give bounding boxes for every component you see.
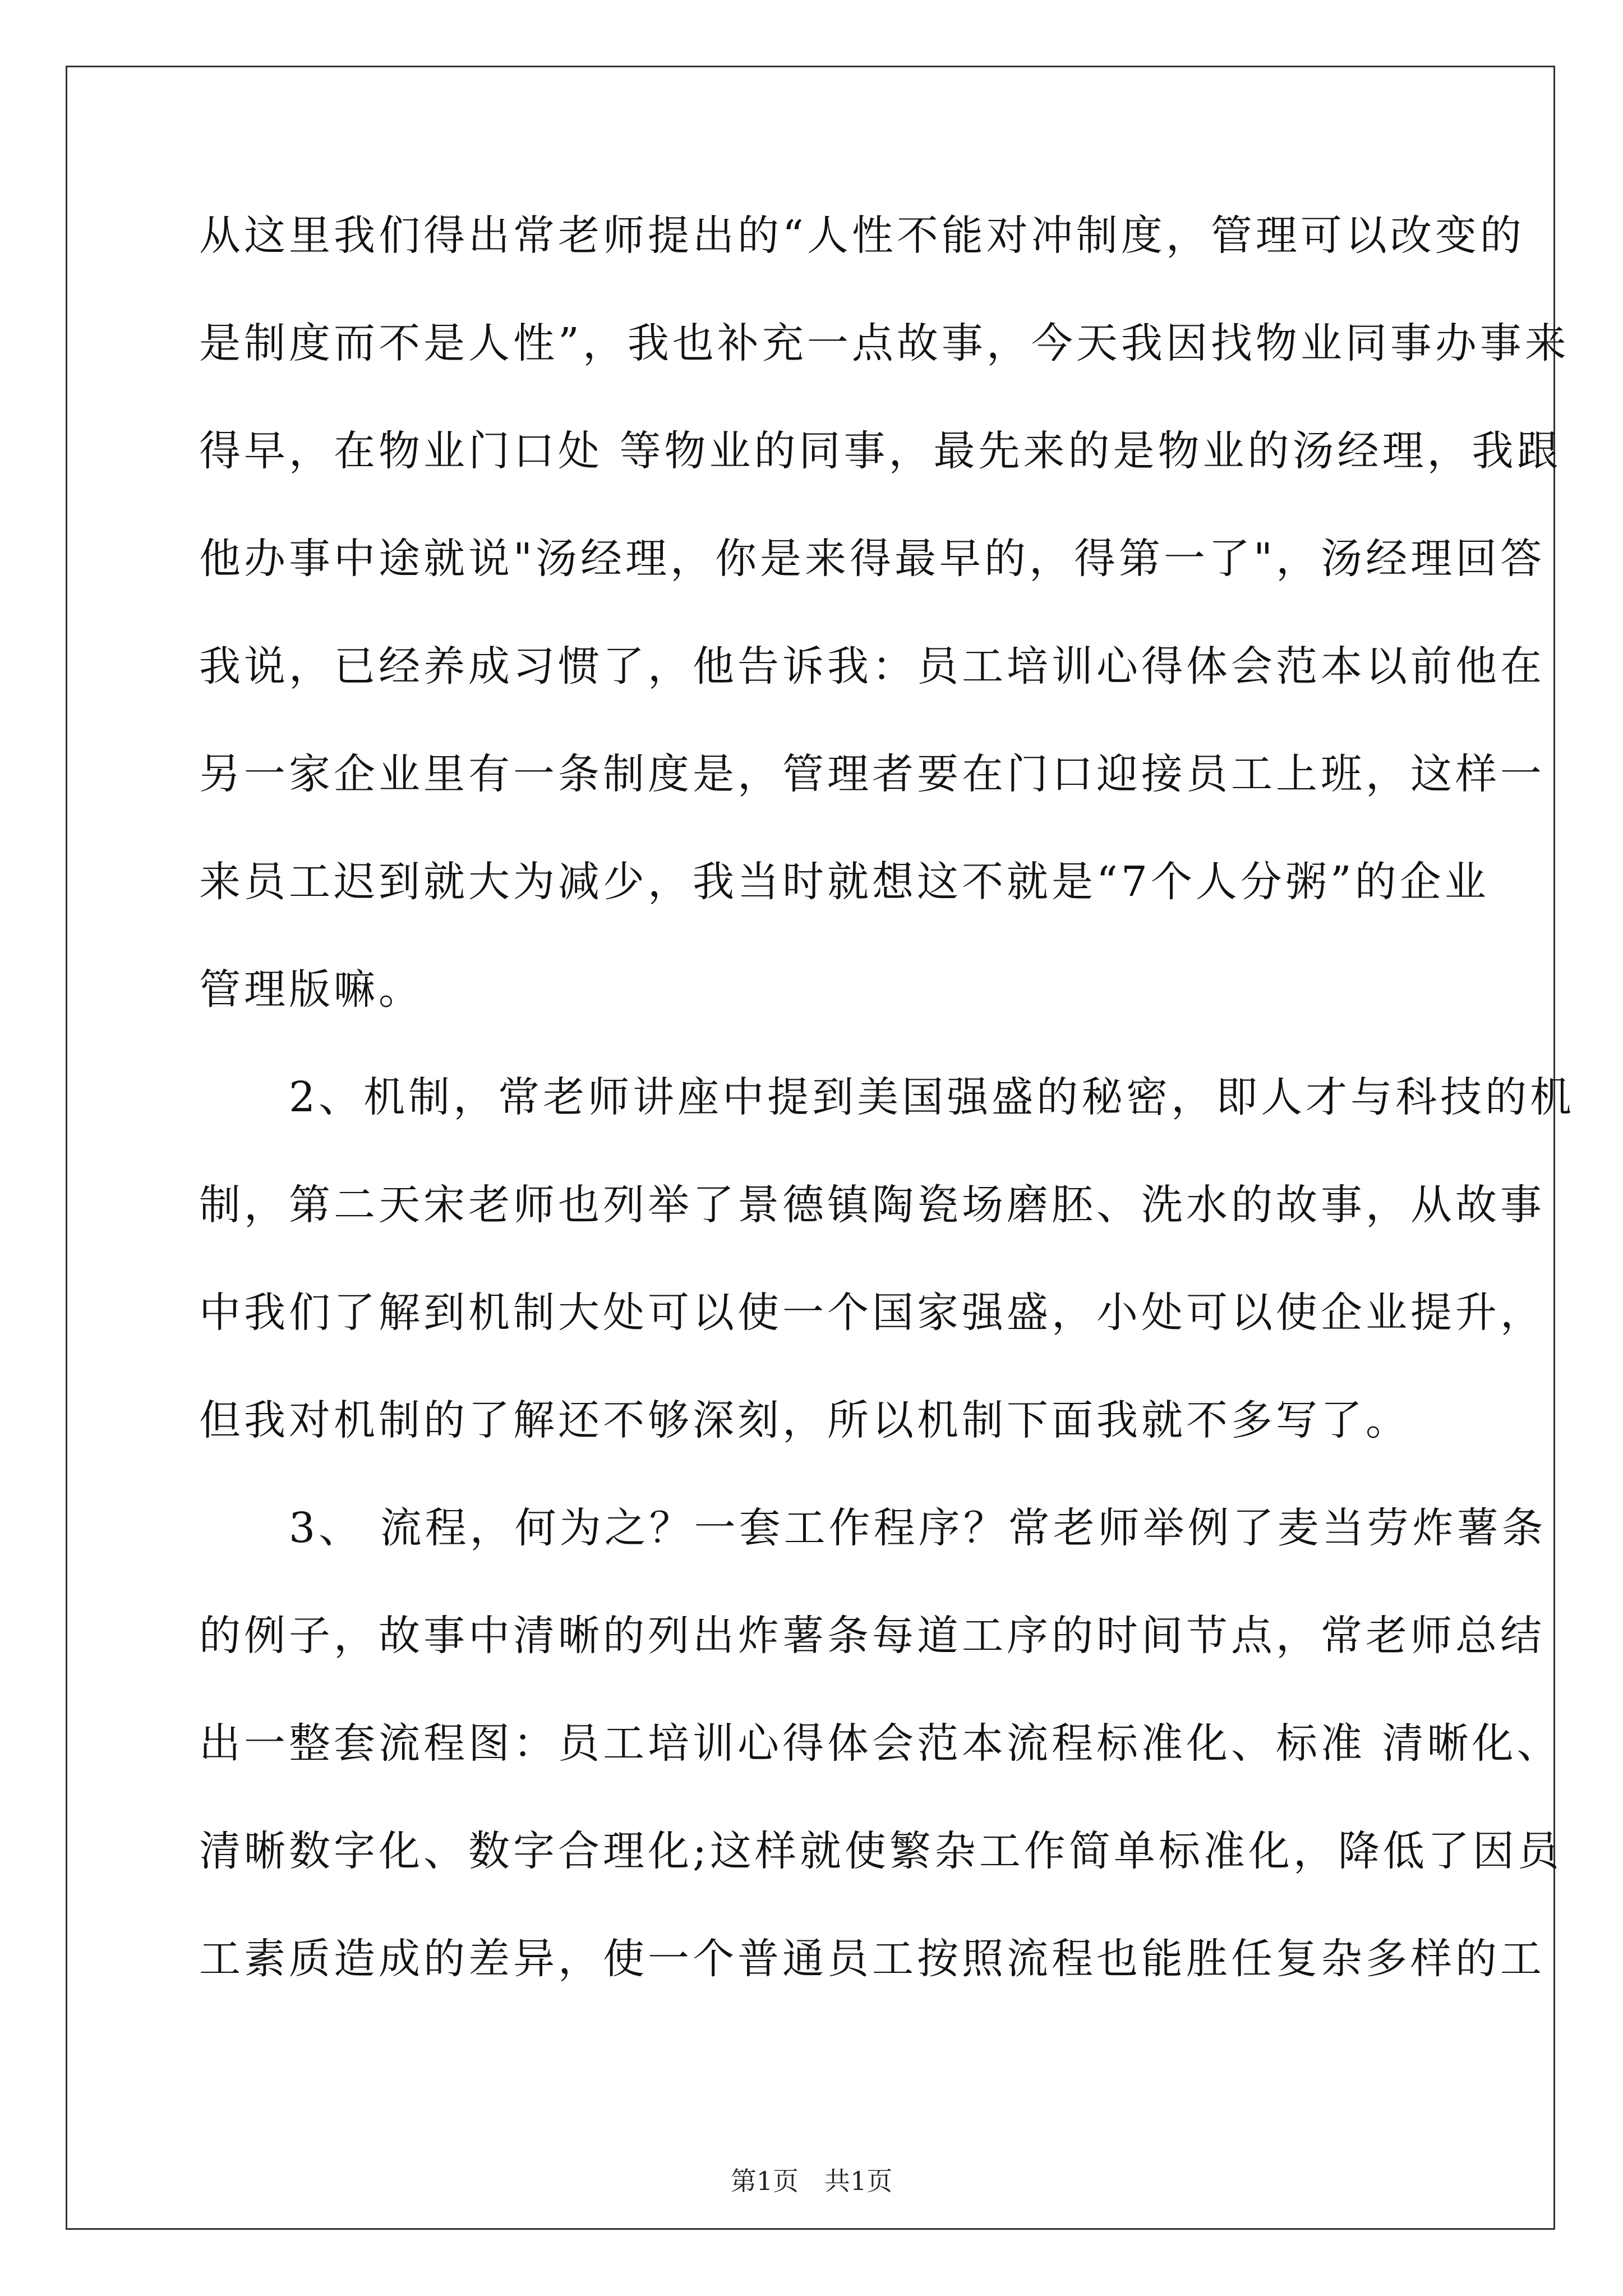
text-line: 从这里我们得出常老师提出的“人性不能对冲制度，管理可以改变的 xyxy=(199,211,1525,260)
text-line: 清晰数字化、数字合理化;这样就使繁杂工作简单标准化，降低了因员 xyxy=(199,1827,1562,1875)
text-line: 2、机制，常老师讲座中提到美国强盛的秘密，即人才与科技的机 xyxy=(199,1073,1575,1121)
text-line: 工素质造成的差异，使一个普通员工按照流程也能胜任复杂多样的工 xyxy=(199,1935,1545,1983)
text-line: 制，第二天宋老师也列举了景德镇陶瓷场磨胚、洗水的故事，从故事 xyxy=(199,1181,1545,1229)
text-line: 是制度而不是人性”，我也补充一点故事，今天我因找物业同事办事来 xyxy=(199,319,1570,367)
text-line: 3、 流程，何为之？一套工作程序？常老师举例了麦当劳炸薯条 xyxy=(199,1504,1547,1552)
text-line: 我说，已经养成习惯了，他告诉我：员工培训心得体会范本以前他在 xyxy=(199,642,1545,691)
text-line: 来员工迟到就大为减少，我当时就想这不就是“7个人分粥”的企业 xyxy=(199,858,1490,906)
text-line: 得早，在物业门口处 等物业的同事，最先来的是物业的汤经理，我跟 xyxy=(199,427,1562,475)
text-line: 管理版嘛。 xyxy=(199,965,423,1014)
text-line: 中我们了解到机制大处可以使一个国家强盛，小处可以使企业提升， xyxy=(199,1289,1545,1337)
page-number: 第1页 共1页 xyxy=(730,2166,893,2196)
text-line: 出一整套流程图：员工培训心得体会范本流程标准化、标准 清晰化、 xyxy=(199,1719,1562,1768)
text-line: 的例子，故事中清晰的列出炸薯条每道工序的时间节点，常老师总结 xyxy=(199,1612,1545,1660)
text-line: 但我对机制的了解还不够深刻，所以机制下面我就不多写了。 xyxy=(199,1396,1410,1444)
page-border xyxy=(66,66,1555,2230)
text-line: 另一家企业里有一条制度是，管理者要在门口迎接员工上班，这样一 xyxy=(199,750,1545,798)
text-line: 他办事中途就说"汤经理，你是来得最早的，得第一了"，汤经理回答 xyxy=(199,535,1546,583)
